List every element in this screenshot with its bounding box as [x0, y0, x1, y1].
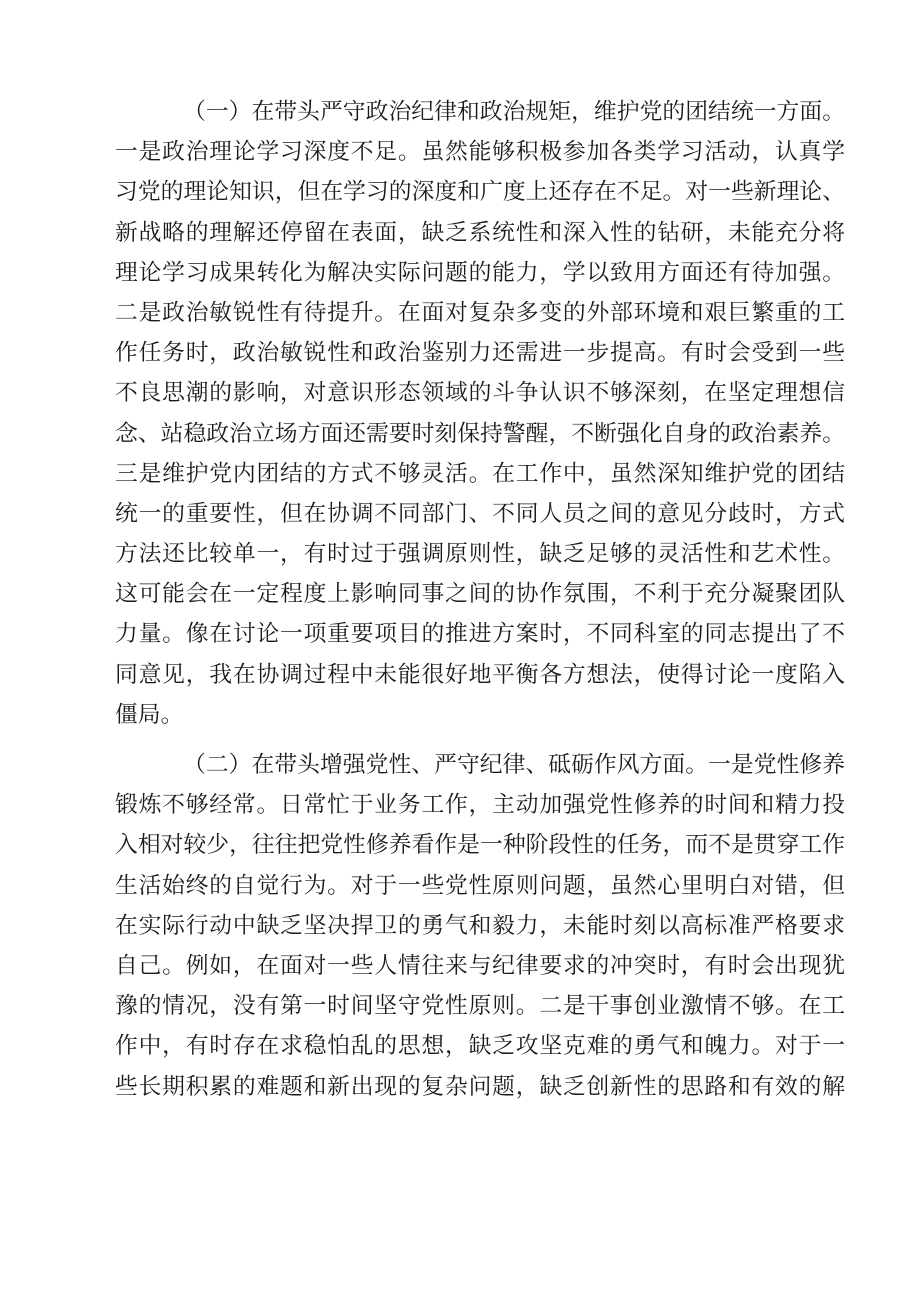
text-line: 念、站稳政治立场方面还需要时刻保持警醒，不断强化自身的政治素养。 [115, 420, 845, 447]
text-line: 同意见，我在协调过程中未能很好地平衡各方想法，使得讨论一度陷入 [115, 661, 845, 688]
text-line: 在实际行动中缺乏坚决捍卫的勇气和毅力，未能时刻以高标准严格要求 [115, 912, 845, 939]
text-line: 作任务时，政治敏锐性和政治鉴别力还需进一步提高。有时会受到一些 [115, 340, 845, 367]
text-line: 作中，有时存在求稳怕乱的思想，缺乏攻坚克难的勇气和魄力。对于一 [115, 1033, 845, 1060]
text-line: 方法还比较单一，有时过于强调原则性，缺乏足够的灵活性和艺术性。 [115, 541, 845, 568]
text-line: 锻炼不够经常。日常忙于业务工作，主动加强党性修养的时间和精力投 [115, 792, 845, 819]
paragraph-heading-line: （一）在带头严守政治纪律和政治规矩，维护党的团结统一方面。 [183, 99, 845, 125]
text-line: 豫的情况，没有第一时间坚守党性原则。二是干事创业激情不够。在工 [115, 993, 845, 1020]
text-line: 二是政治敏锐性有待提升。在面对复杂多变的外部环境和艰巨繁重的工 [115, 299, 845, 326]
paragraph-heading-line: （二）在带头增强党性、严守纪律、砥砺作风方面。一是党性修养 [183, 752, 845, 778]
text-line: 理论学习成果转化为解决实际问题的能力，学以致用方面还有待加强。 [115, 259, 845, 286]
text-line: 不良思潮的影响，对意识形态领域的斗争认识不够深刻，在坚定理想信 [115, 380, 845, 407]
paragraph-spacer [115, 735, 845, 745]
text-line: 新战略的理解还停留在表面，缺乏系统性和深入性的钻研，未能充分将 [115, 219, 845, 246]
text-line: 些长期积累的难题和新出现的复杂问题，缺乏创新性的思路和有效的解 [115, 1073, 845, 1100]
text-line: 力量。像在讨论一项重要项目的推进方案时，不同科室的同志提出了不 [115, 621, 845, 648]
text-line: 习党的理论知识，但在学习的深度和广度上还存在不足。对一些新理论、 [115, 179, 845, 206]
text-line: 一是政治理论学习深度不足。虽然能够积极参加各类学习活动，认真学 [115, 139, 845, 166]
text-line: 统一的重要性，但在协调不同部门、不同人员之间的意见分歧时，方式 [115, 500, 845, 527]
paragraph-2 [115, 745, 845, 1107]
paragraph-1 [115, 92, 845, 735]
document-body [115, 92, 845, 1107]
text-line: 僵局。 [115, 701, 184, 728]
text-line: 自己。例如，在面对一些人情往来与纪律要求的冲突时，有时会出现犹 [115, 952, 845, 979]
text-line: 生活始终的自觉行为。对于一些党性原则问题，虽然心里明白对错，但 [115, 872, 845, 899]
text-line: 入相对较少，往往把党性修养看作是一种阶段性的任务，而不是贯穿工作 [115, 832, 845, 859]
text-line: 三是维护党内团结的方式不够灵活。在工作中，虽然深知维护党的团结 [115, 460, 845, 487]
text-line: 这可能会在一定程度上影响同事之间的协作氛围，不利于充分凝聚团队 [115, 581, 845, 608]
